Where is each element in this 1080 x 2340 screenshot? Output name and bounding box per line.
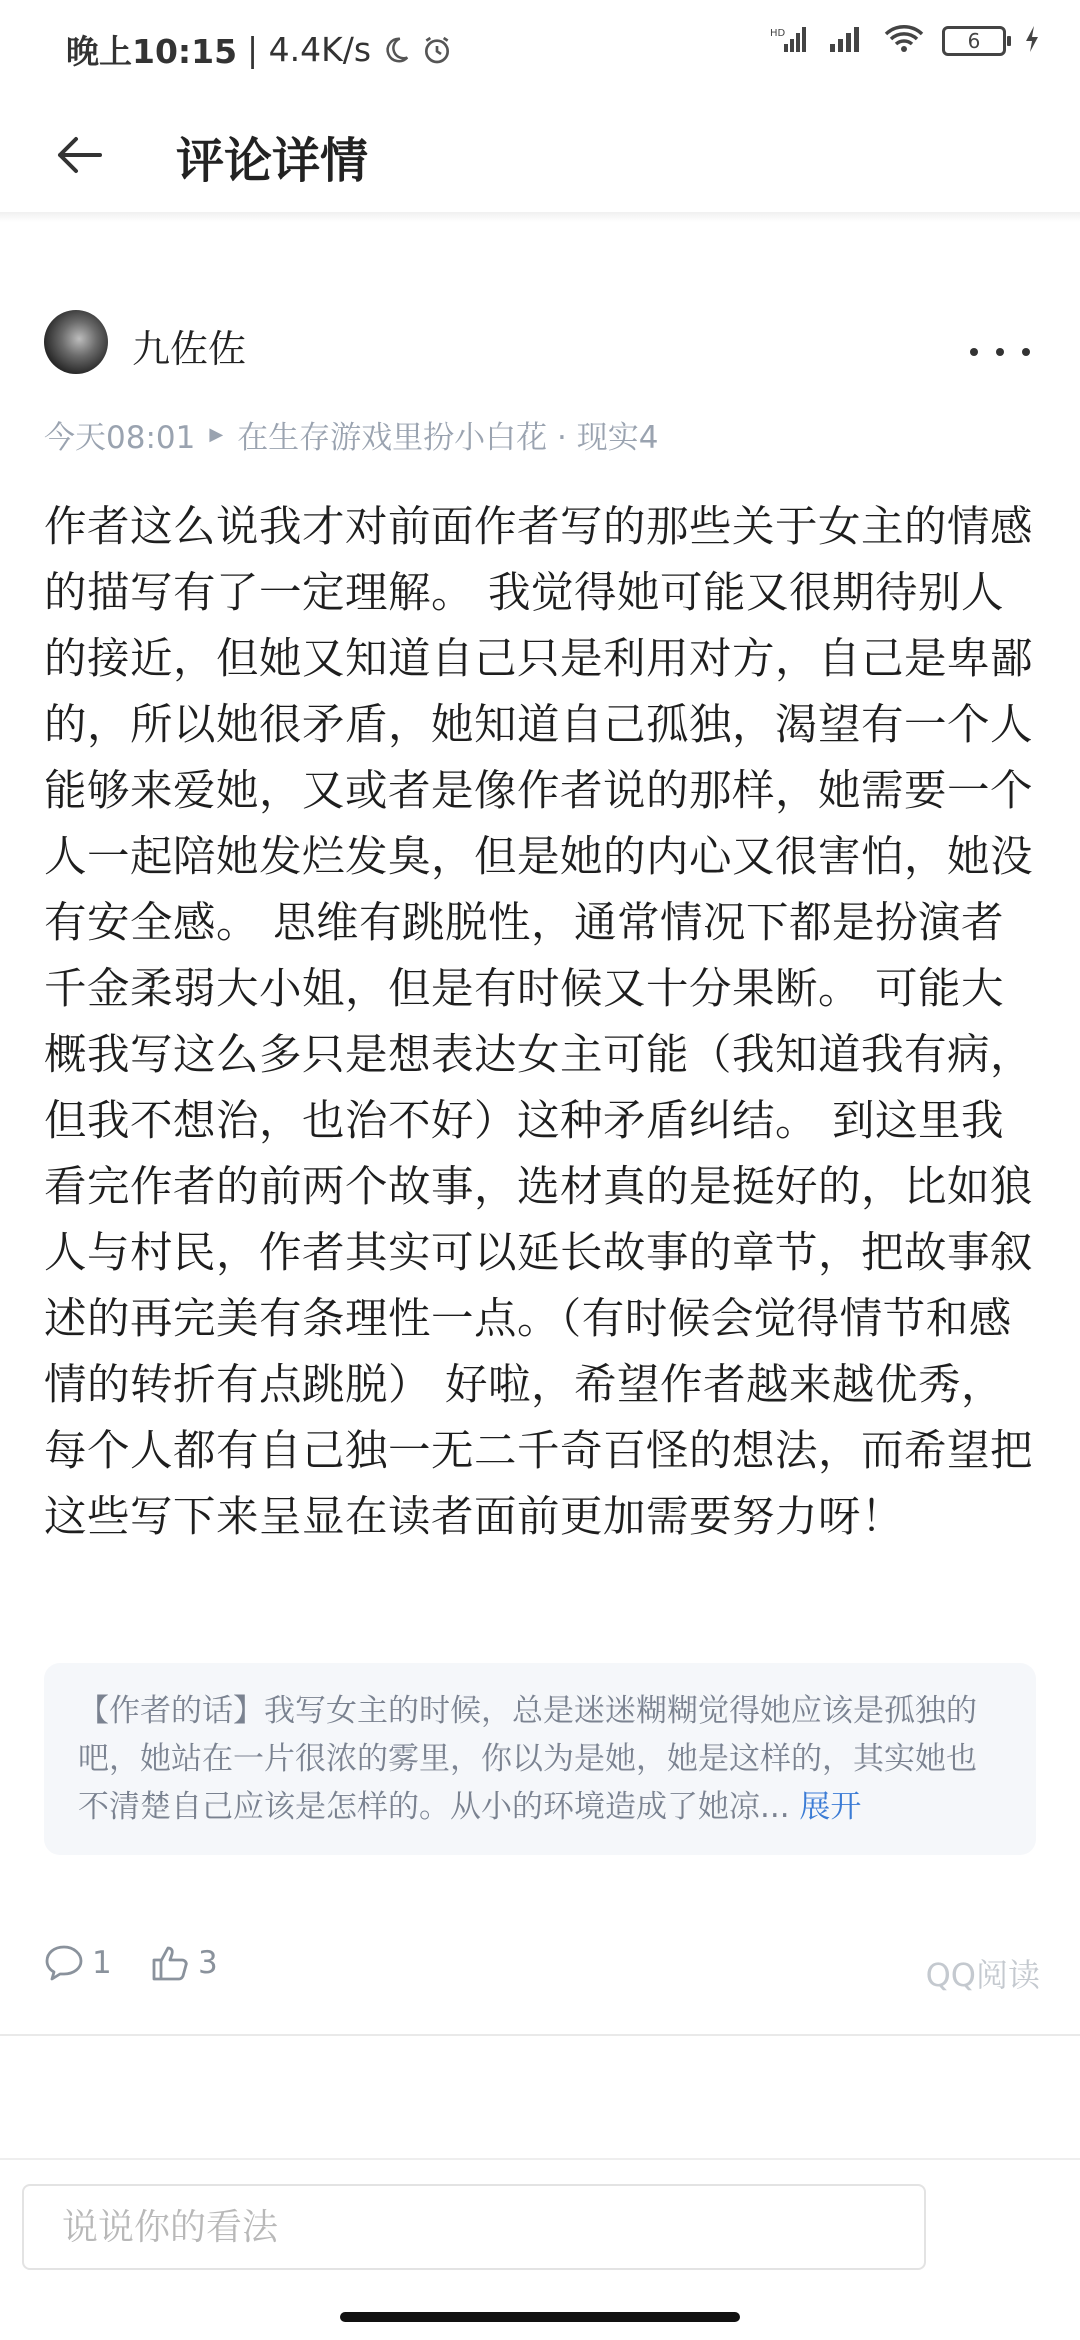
- book-link[interactable]: 在生存游戏里扮小白花 · 现实4: [237, 420, 659, 456]
- author-note-text: 【作者的话】我写女主的时候，总是迷迷糊糊觉得她应该是孤独的吧，她站在一片很浓的雾里，你以为是她，她是这样的，其实她也不清楚自己应该是怎样的。从小的环境造成了她凉...: [78, 1693, 977, 1825]
- divider: [0, 2034, 1080, 2036]
- comment-bubble-icon: [44, 1944, 84, 1982]
- comment-text: 作者这么说我才对前面作者写的那些关于女主的情感的描写有了一定理解。 我觉得她可能又很期待别人的接近，但她又知道自己只是利用对方，自己是卑鄙的，所以她很矛盾，她知道自己孤独，渴望有一个人能够来爱她，又或者是像作者说的那样，她需要一个人一起陪她发烂发臭，但是她的内心又很害怕，她没有安全感。 思维有跳脱性，通常情况下都是扮演者千金柔弱大小姐，但是有时候又十分果断。 可能大概我写这么多只是想表达女主可能（我知道我有病，但我不想治，也治不好）这种矛盾纠结。 到这里我看完作者的前两个故事，选材真的是挺好的，比如狼人与村民，作者其实可以延长故事的章节，把故事叙述的再完美有条理性一点。（有时候会觉得情节和感情的转折有点跳脱） 好啦，希望作者越来越优秀，每个人都有自己独一无二千奇百怪的想法，而希望把这些写下来呈显在读者面前更加需要努力呀！: [44, 503, 1034, 1542]
- alarm-icon: [421, 34, 453, 66]
- source-label: QQ阅读: [925, 1956, 1040, 1994]
- comment-time: 今天08:01: [44, 420, 196, 456]
- battery-icon: 6: [942, 26, 1006, 56]
- wifi-icon: [884, 24, 924, 58]
- more-button[interactable]: [970, 332, 1030, 372]
- moon-icon: [381, 35, 411, 65]
- like-button[interactable]: [150, 1944, 218, 1982]
- status-time: 晚上10:15: [66, 32, 238, 71]
- expand-link[interactable]: 展开: [799, 1789, 862, 1825]
- like-count: 3: [198, 1945, 218, 1981]
- comment-actions: [44, 1944, 1040, 2004]
- comment-meta: [44, 412, 658, 457]
- reply-button[interactable]: [44, 1944, 112, 1982]
- network-speed: | 4.4K/s: [247, 30, 372, 69]
- bottom-divider: [0, 2158, 1080, 2160]
- signal-icon: [770, 24, 810, 58]
- home-indicator[interactable]: [340, 2312, 740, 2322]
- status-right: [770, 24, 1040, 58]
- comment-input-container: [22, 2184, 926, 2270]
- page-title: 评论详情: [176, 133, 369, 189]
- more-dot: [996, 348, 1004, 356]
- status-left: [66, 26, 453, 73]
- back-button[interactable]: [44, 120, 114, 190]
- thumbs-up-icon: [150, 1944, 190, 1982]
- signal-icon: [828, 24, 866, 58]
- header: [0, 96, 1080, 216]
- author-row: [44, 310, 1040, 376]
- status-bar: [0, 0, 1080, 96]
- comment-count: 1: [92, 1945, 112, 1981]
- avatar[interactable]: [44, 310, 108, 374]
- charging-bolt-icon: [1024, 24, 1040, 58]
- svg-text:HD: HD: [770, 28, 786, 39]
- header-divider: [0, 212, 1080, 222]
- comment-input[interactable]: [24, 2186, 924, 2268]
- author-note: [44, 1663, 1036, 1855]
- more-dots-icon: [970, 348, 978, 356]
- more-dot: [1022, 348, 1030, 356]
- triangle-right-icon: ▶: [209, 424, 224, 445]
- author-name[interactable]: 九佐佐: [132, 327, 247, 371]
- arrow-left-icon: [54, 135, 104, 175]
